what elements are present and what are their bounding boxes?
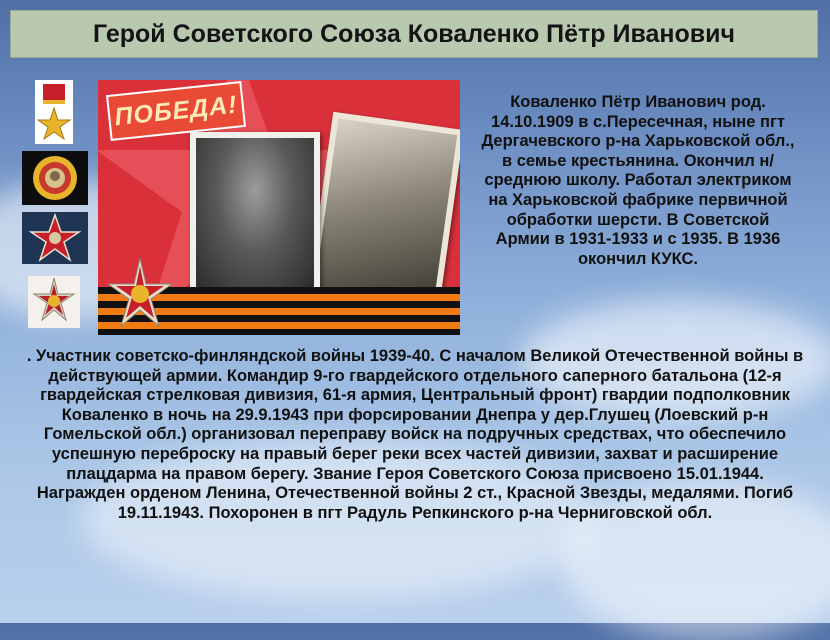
- bio-intro-text: Коваленко Пётр Иванович род. 14.10.1909 в с.Пересечная, ныне пгт Дергачевского р-на Харьковской обл., в семье крестьянина. Окончил н/среднюю школу. Работал электриком на Харьковской фабрике первичной обработки шерсти. В Советской Армии в 1931-1933 и с 1935. В 1936 окончил КУКС.: [481, 93, 795, 268]
- order-of-patriotic-war-icon: [28, 276, 80, 328]
- gold-star-medal-icon: [35, 80, 73, 144]
- hero-portrait: [190, 132, 320, 294]
- order-of-red-star-icon: [22, 212, 88, 264]
- order-of-lenin-icon: [22, 151, 88, 205]
- poster-banner-label: ПОБЕДА!: [113, 90, 239, 131]
- page-title: Герой Советского Союза Коваленко Пётр Иванович: [92, 19, 736, 48]
- war-photo: [308, 112, 460, 311]
- title-bar: [10, 10, 818, 58]
- victory-poster: [98, 80, 460, 335]
- bio-main-text: . Участник советско-финляндской войны 1939-40. С началом Великой Отечественной войны в действующей армии. Командир 9-го гвардейского отдельного саперного батальона (12-я гвардейская стрелковая дивизия, 61-я армия, Центральный фронт) гвардии подполковник Коваленко в ночь на 29.9.1943 при форсировании Днепра у дер.Глушец (Лоевский р-н Гомельской обл.) организовал переправу войск на подручных средствах, что обеспечило успешную переброску на правый берег реки всех частей дивизии, захват и расширение плацдарма на правом берегу. Звание Героя Советского Союза присвоено 15.01.1944. Награжден орденом Ленина, Отечественной войны 2 ст., Красной Звезды, медалями. Погиб 19.11.1943. Похоронен в пгт Радуль Репкинского р-на Черниговской обл.: [26, 347, 804, 522]
- order-star-icon: [102, 256, 178, 332]
